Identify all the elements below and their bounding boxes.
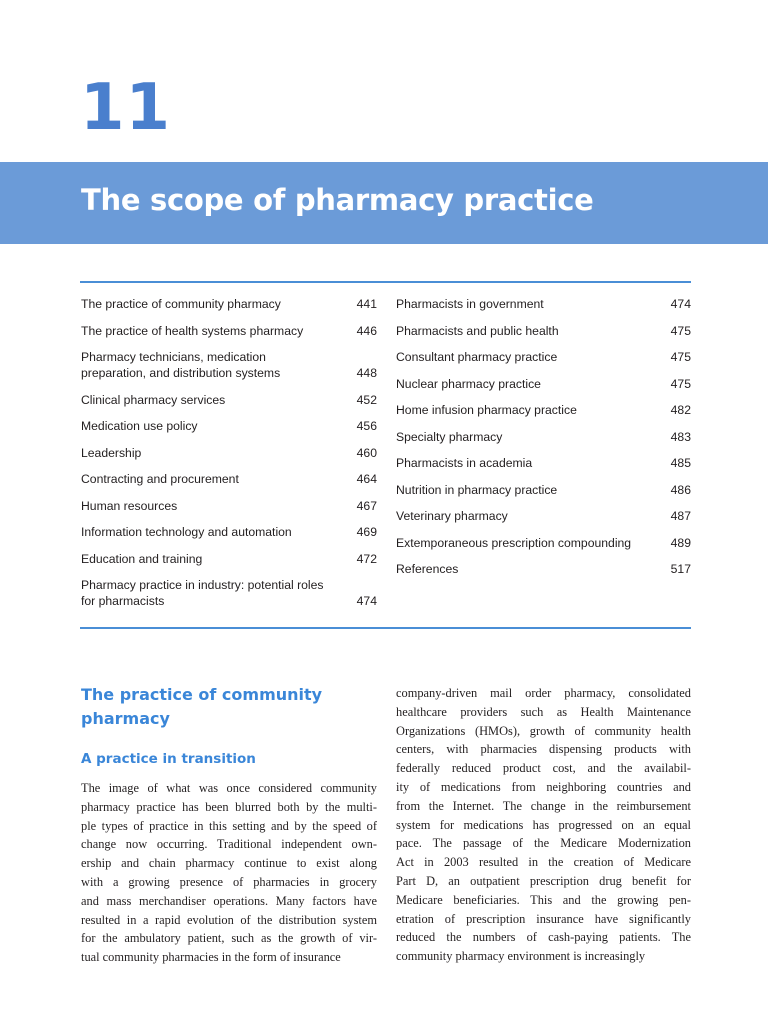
body-text-line: etration of prescription insurance have significantly bbox=[396, 911, 691, 926]
toc-entry-page: 486 bbox=[670, 482, 691, 497]
body-text-line: Organizations (HMOs), growth of community health bbox=[396, 723, 691, 738]
toc-entry-title: Pharmacy practice in industry: potential roles for pharmacists bbox=[81, 578, 324, 608]
body-text-line: Part D, an outpatient prescription drug benefit for bbox=[396, 873, 691, 888]
toc-entry-title: Veterinary pharmacy bbox=[396, 509, 508, 523]
toc-entry-page: 485 bbox=[670, 456, 691, 470]
body-text-line: company-driven mail order pharmacy, consolidated bbox=[396, 686, 691, 700]
toc-entry-title: Pharmacists in academia bbox=[396, 456, 533, 470]
section-heading-line: The practice of community bbox=[81, 685, 323, 704]
body-text-line: resulted in a rapid evolution of the distribution system bbox=[81, 912, 377, 927]
toc-entry[interactable] bbox=[396, 561, 691, 577]
toc-entry-title: Pharmacy technicians, medication preparation, and distribution systems bbox=[81, 350, 281, 380]
body-text-line: system for medications has progressed on an equal bbox=[396, 817, 691, 832]
chapter-title: The scope of pharmacy practice bbox=[81, 183, 594, 217]
toc-entry[interactable] bbox=[396, 402, 691, 418]
body-text-line: centers, with pharmacies dispensing products with bbox=[396, 742, 691, 757]
toc-entry-page: 467 bbox=[356, 498, 377, 513]
toc-entry-page: 517 bbox=[670, 562, 691, 576]
toc-entry[interactable] bbox=[396, 376, 691, 392]
toc-entry-page: 474 bbox=[670, 297, 691, 311]
toc-entry[interactable] bbox=[396, 508, 691, 524]
body-text-line: healthcare providers such as Health Maintenance bbox=[396, 704, 691, 719]
toc-entry[interactable] bbox=[396, 296, 691, 312]
toc-entry-page: 475 bbox=[670, 350, 691, 364]
toc-entry-title: Human resources bbox=[81, 498, 178, 513]
toc-entry[interactable] bbox=[81, 349, 377, 381]
body-text-line: community pharmacy environment is increasingly bbox=[396, 949, 646, 964]
toc-entry-page: 464 bbox=[356, 472, 377, 486]
body-text-line: from the Internet. The change in the reimbursement bbox=[396, 798, 691, 813]
toc-entry[interactable] bbox=[81, 577, 377, 609]
toc-entry-title: Extemporaneous prescription compounding bbox=[396, 535, 632, 550]
body-text-line: pharmacy practice has been blurred both by the multi- bbox=[81, 799, 377, 814]
toc-entry-page: 483 bbox=[670, 429, 691, 444]
section-heading-line: pharmacy bbox=[81, 709, 170, 728]
toc-entry[interactable] bbox=[81, 418, 377, 434]
toc-entry-page: 469 bbox=[356, 525, 377, 539]
toc-entry-title: Information technology and automation bbox=[81, 525, 292, 539]
toc-entry-title: The practice of community pharmacy bbox=[81, 297, 281, 311]
toc-entry[interactable] bbox=[396, 535, 691, 551]
body-text-line: Medicare beneficiaries. This and the growing pen- bbox=[396, 892, 691, 907]
toc-entry-title: Leadership bbox=[81, 445, 142, 460]
section-heading bbox=[81, 683, 381, 731]
toc-entry[interactable] bbox=[81, 498, 377, 514]
toc-entry-title: The practice of health systems pharmacy bbox=[81, 323, 304, 338]
body-text-line: tual community pharmacies in the form of insurance bbox=[81, 950, 341, 965]
toc-entry-page: 448 bbox=[356, 366, 377, 380]
toc-entry[interactable] bbox=[81, 296, 377, 312]
toc-entry-page: 446 bbox=[356, 323, 377, 338]
toc-top-rule bbox=[80, 281, 691, 283]
body-text-line: ple types of practice in this setting and by the speed of bbox=[81, 818, 377, 833]
toc-entry-title: Consultant pharmacy practice bbox=[396, 350, 558, 364]
body-text-line: change now occurring. Traditional independent own- bbox=[81, 837, 377, 852]
toc-entry-title: Nutrition in pharmacy practice bbox=[396, 482, 558, 497]
toc-entry-page: 489 bbox=[670, 535, 691, 550]
toc-entry-title: Education and training bbox=[81, 551, 203, 566]
body-text-line: and mass merchandiser operations. Many factors have bbox=[81, 893, 377, 908]
toc-entry[interactable] bbox=[81, 392, 377, 408]
toc-entry[interactable] bbox=[396, 349, 691, 365]
toc-entry-page: 482 bbox=[670, 403, 691, 417]
chapter-number: 11 bbox=[80, 71, 172, 145]
toc-entry[interactable] bbox=[81, 445, 377, 461]
toc-bottom-rule bbox=[80, 627, 691, 629]
toc-entry-page: 441 bbox=[356, 297, 377, 311]
toc-entry[interactable] bbox=[81, 471, 377, 487]
toc-entry[interactable] bbox=[396, 323, 691, 339]
toc-entry-page: 475 bbox=[670, 376, 691, 391]
body-text-line: reduced the numbers of cash-paying patients. The bbox=[396, 930, 691, 945]
toc-entry-title: Pharmacists in government bbox=[396, 297, 544, 311]
body-text-line: The image of what was once considered community bbox=[81, 781, 377, 795]
toc-entry[interactable] bbox=[81, 551, 377, 567]
body-text-line: Act in 2003 resulted in the creation of Medicare bbox=[396, 855, 691, 870]
body-text-line: pace. The passage of the Medicare Modernization bbox=[396, 836, 691, 851]
toc-entry[interactable] bbox=[396, 455, 691, 471]
toc-entry-page: 474 bbox=[356, 594, 377, 608]
toc-entry-title: References bbox=[396, 562, 459, 576]
body-text-line: for the ambulatory patient, such as the growth of vir- bbox=[81, 931, 377, 946]
toc-entry-title: Contracting and procurement bbox=[81, 472, 239, 486]
body-text-line: federally reduced product cost, and the availabil- bbox=[396, 761, 691, 776]
toc-entry-page: 452 bbox=[356, 392, 377, 407]
subheading: A practice in transition bbox=[81, 751, 256, 767]
toc-entry-page: 475 bbox=[670, 323, 691, 338]
toc-entry-page: 456 bbox=[356, 419, 377, 433]
toc-entry-page: 472 bbox=[356, 551, 377, 566]
toc-entry[interactable] bbox=[396, 482, 691, 498]
toc-entry-title: Home infusion pharmacy practice bbox=[396, 403, 577, 417]
body-text-left bbox=[81, 779, 377, 967]
toc-entry[interactable] bbox=[396, 429, 691, 445]
toc-entry-title: Pharmacists and public health bbox=[396, 323, 559, 338]
toc-entry-title: Clinical pharmacy services bbox=[81, 392, 226, 407]
toc-entry-title: Medication use policy bbox=[81, 419, 198, 433]
body-text-line: ership and chain pharmacy continue to exist along bbox=[81, 856, 377, 871]
toc-entry[interactable] bbox=[81, 323, 377, 339]
toc-entry-page: 460 bbox=[356, 445, 377, 460]
toc-entry-title: Specialty pharmacy bbox=[396, 429, 503, 444]
toc-entry-page: 487 bbox=[670, 509, 691, 523]
body-text-line: with a growing presence of pharmacies in grocery bbox=[81, 874, 377, 889]
body-text-right bbox=[396, 684, 691, 966]
toc-entry-title: Nuclear pharmacy practice bbox=[396, 376, 541, 391]
body-text-line: ity of medications from neighboring countries and bbox=[396, 779, 691, 794]
toc-entry[interactable] bbox=[81, 524, 377, 540]
